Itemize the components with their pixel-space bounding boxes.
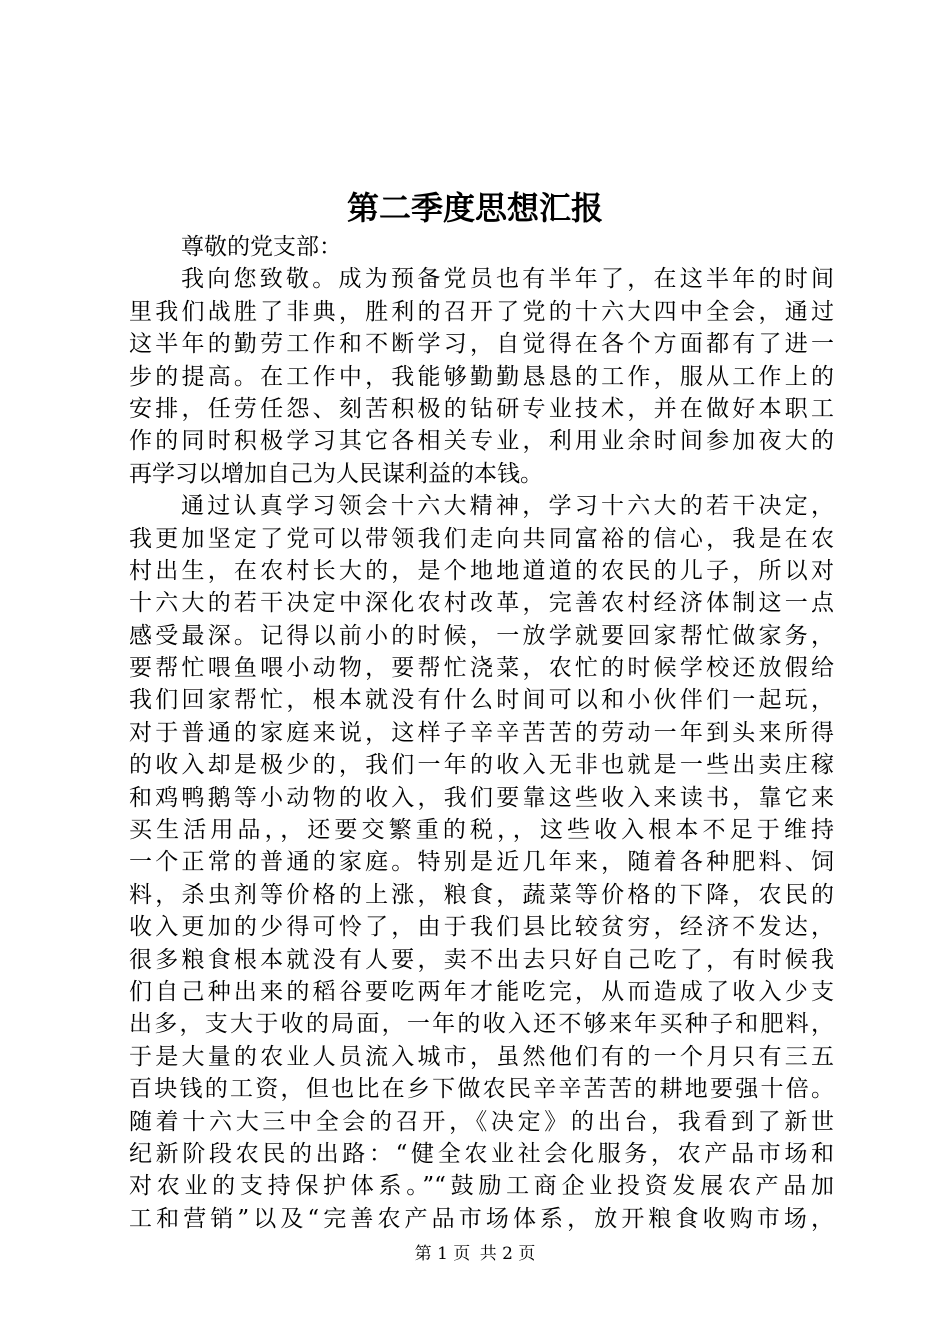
text-line: 们自己种出来的稻谷要吃两年才能吃完，从而造成了收入少支 xyxy=(129,978,834,1005)
text-line: 料，杀虫剂等价格的上涨，粮食，蔬菜等价格的下降，农民的 xyxy=(129,881,834,908)
text-line: 和鸡鸭鹅等小动物的收入，我们要靠这些收入来读书，靠它来 xyxy=(129,784,834,811)
text-line: 这半年的勤劳工作和不断学习，自觉得在各个方面都有了进一 xyxy=(129,331,834,358)
text-line: 工和营销”以及“完善农产品市场体系，放开粮食收购市场， xyxy=(129,1205,834,1232)
text-line: 我向您致敬。成为预备党员也有半年了，在这半年的时间 xyxy=(181,266,834,293)
salutation: 尊敬的党支部： xyxy=(181,234,342,260)
text-line: 纪新阶段农民的出路：“健全农业社会化服务，农产品市场和 xyxy=(129,1140,834,1167)
text-line: 买生活用品，，还要交繁重的税，，这些收入根本不足于维持 xyxy=(129,817,834,844)
text-line: 村出生，在农村长大的，是个地地道道的农民的儿子，所以对 xyxy=(129,557,834,584)
page-total: 共 2 页 xyxy=(479,1244,536,1264)
text-line: 里我们战胜了非典，胜利的召开了党的十六大四中全会，通过 xyxy=(129,298,834,325)
text-line: 对于普通的家庭来说，这样子辛辛苦苦的劳动一年到头来所得 xyxy=(129,719,834,746)
page-number: 第 1 页 xyxy=(414,1244,471,1264)
text-line: 我们回家帮忙，根本就没有什么时间可以和小伙伴们一起玩， xyxy=(129,687,834,714)
text-line: 随着十六大三中全会的召开，《决定》的出台，我看到了新世 xyxy=(129,1108,834,1135)
text-line: 百块钱的工资，但也比在乡下做农民辛辛苦苦的耕地要强十倍。 xyxy=(129,1076,834,1103)
text-line: 的收入却是极少的，我们一年的收入无非也就是一些出卖庄稼 xyxy=(129,752,834,779)
text-line: 要帮忙喂鱼喂小动物，要帮忙浇菜，农忙的时候学校还放假给 xyxy=(129,655,834,682)
text-line: 很多粮食根本就没有人要，卖不出去只好自己吃了，有时候我 xyxy=(129,946,834,973)
text-line: 感受最深。记得以前小的时候，一放学就要回家帮忙做家务， xyxy=(129,622,834,649)
text-line: 收入更加的少得可怜了，由于我们县比较贫穷，经济不发达， xyxy=(129,914,834,941)
text-line: 再学习以增加自己为人民谋利益的本钱。 xyxy=(129,460,543,487)
text-line: 步的提高。在工作中，我能够勤勤恳恳的工作，服从工作上的 xyxy=(129,363,834,390)
text-line: 作的同时积极学习其它各相关专业，利用业余时间参加夜大的 xyxy=(129,428,834,455)
text-line: 对农业的支持保护体系。”“鼓励工商企业投资发展农产品加 xyxy=(129,1173,834,1200)
text-line: 出多，支大于收的局面，一年的收入还不够来年买种子和肥料， xyxy=(129,1011,834,1038)
text-line: 通过认真学习领会十六大精神，学习十六大的若干决定， xyxy=(181,493,834,520)
document-title: 第二季度思想汇报 xyxy=(346,189,603,227)
page-footer xyxy=(0,1242,950,1266)
text-line: 于是大量的农业人员流入城市，虽然他们有的一个月只有三五 xyxy=(129,1043,834,1070)
document-body xyxy=(129,231,834,1235)
text-line: 一个正常的普通的家庭。特别是近几年来，随着各种肥料、饲 xyxy=(129,849,834,876)
paragraph-lines xyxy=(129,263,834,1235)
text-line: 安排，任劳任怨、刻苦积极的钻研专业技术，并在做好本职工 xyxy=(129,395,834,422)
text-line: 我更加坚定了党可以带领我们走向共同富裕的信心，我是在农 xyxy=(129,525,834,552)
text-line: 十六大的若干决定中深化农村改革，完善农村经济体制这一点 xyxy=(129,590,834,617)
